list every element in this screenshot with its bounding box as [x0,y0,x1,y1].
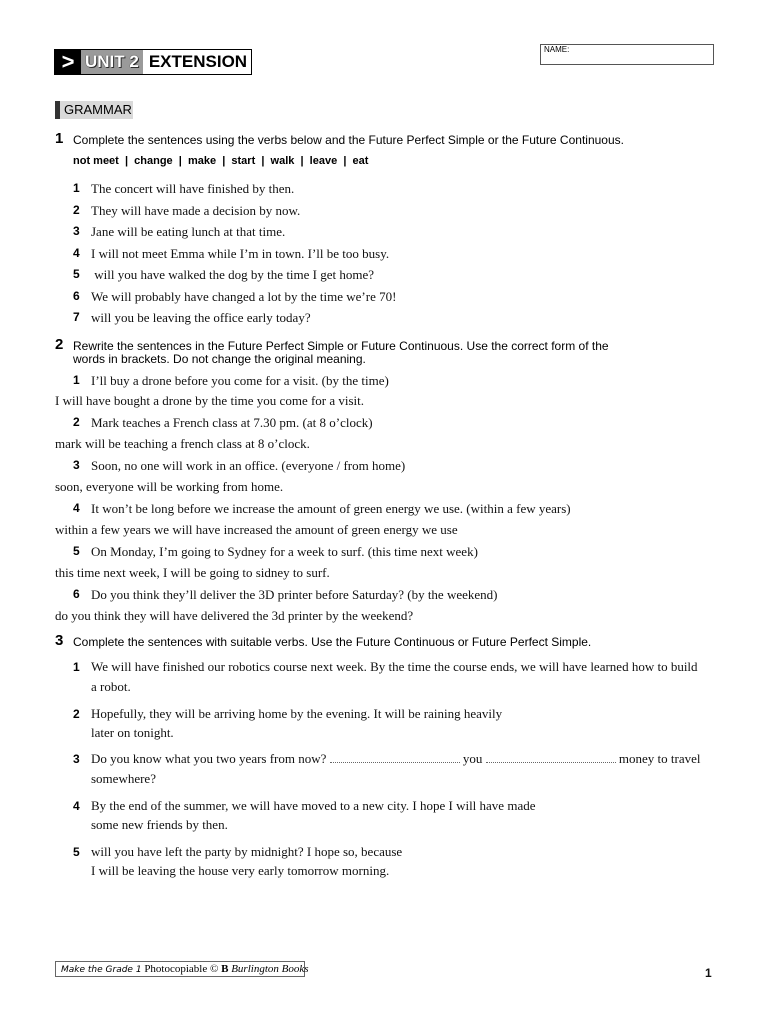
item-number: 4 [73,799,80,813]
exercise-2-instruction-line-1: Rewrite the sentences in the Future Perfect Simple or Future Continuous. Use the correct form of the [73,339,609,353]
item-text[interactable]: will you be leaving the office early today? [91,310,311,325]
item-text-line-2[interactable]: I will be leaving the house very early tomorrow morning. [91,863,390,878]
answer-blank[interactable] [486,752,616,763]
exercise-1-number: 1 [55,130,64,147]
section-heading-grammar: GRAMMAR [55,101,133,119]
item-text: Mark teaches a French class at 7.30 pm. (at 8 o’clock) [91,415,373,430]
item-number: 4 [73,501,80,515]
exercise-3-number: 3 [55,632,64,649]
answer-text[interactable]: within a few years we will have increased the amount of green energy we use [55,522,458,537]
item-text[interactable]: I will not meet Emma while I’m in town. I’ll be too busy. [91,246,390,261]
unit-title-box [54,49,252,75]
item-text-line-1[interactable]: Hopefully, they will be arriving home by the evening. It will be raining heavily [91,706,503,721]
item-number: 5 [73,544,80,558]
item-number: 6 [73,289,80,303]
name-label: NAME: [544,45,570,54]
photocopiable-label: Photocopiable © [144,963,219,975]
item-number: 5 [73,267,80,281]
answer-text[interactable]: this time next week, I will be going to sidney to surf. [55,565,330,580]
item-number: 1 [73,660,80,674]
item-text: On Monday, I’m going to Sydney for a week to surf. (this time next week) [91,544,478,559]
item-text-part-b: you [462,751,483,766]
item-text-line-1[interactable]: We will have finished our robotics course next week. By the time the course ends, we will have learned how to build [91,659,698,674]
item-text-line-1[interactable]: will you have left the party by midnight? I hope so, because [91,844,403,859]
item-text[interactable]: will you have walked the dog by the time I get home? [91,267,375,282]
item-number: 7 [73,310,80,324]
item-number: 2 [73,707,80,721]
publisher-name: Burlington Books [231,963,309,975]
item-text-line-1[interactable]: By the end of the summer, we will have moved to a new city. I hope I will have made [91,798,536,813]
name-field[interactable] [540,44,714,65]
item-number: 3 [73,458,80,472]
exercise-1-instruction: Complete the sentences using the verbs below and the Future Perfect Simple or the Future Continuous. [73,133,624,147]
answer-text[interactable]: soon, everyone will be working from home. [55,479,284,494]
item-text-line-1 [91,749,711,768]
item-text[interactable]: They will have made a decision by now. [91,203,301,218]
item-number: 3 [73,224,80,238]
answer-text[interactable]: mark will be teaching a french class at 8 o’clock. [55,436,310,451]
answer-blank[interactable] [330,752,460,763]
item-text: It won’t be long before we increase the amount of green energy we use. (within a few years) [91,501,571,516]
item-number: 6 [73,587,80,601]
item-text-line-2[interactable]: a robot. [91,679,131,694]
item-text[interactable]: The concert will have finished by then. [91,181,295,196]
item-number: 2 [73,203,80,217]
item-text: I’ll buy a drone before you come for a visit. (by the time) [91,373,389,388]
footer-credit [55,961,309,977]
item-number: 3 [73,752,80,766]
unit-number: UNIT 2 [81,50,143,74]
item-number: 2 [73,415,80,429]
item-text-part-a: Do you know what you two years from now? [91,751,327,766]
exercise-3-instruction: Complete the sentences with suitable verbs. Use the Future Continuous or Future Perfect Simple. [73,635,592,649]
page-number: 1 [705,966,712,980]
item-text: Do you think they’ll deliver the 3D printer before Saturday? (by the weekend) [91,587,498,602]
item-text-part-c: money to travel [618,751,701,766]
item-text[interactable]: We will probably have changed a lot by the time we’re 70! [91,289,397,304]
item-number: 1 [73,373,80,387]
item-number: 5 [73,845,80,859]
answer-text[interactable]: do you think they will have delivered the 3d printer by the weekend? [55,608,414,623]
item-text: Soon, no one will work in an office. (everyone / from home) [91,458,406,473]
word-bank: not meet | change | make | start | walk | leave | eat [73,155,369,167]
item-number: 4 [73,246,80,260]
publisher-logo-icon: B [221,963,229,975]
exercise-2-instruction-line-2: words in brackets. Do not change the original meaning. [73,352,366,366]
unit-extension-label: EXTENSION [148,52,248,71]
item-number: 1 [73,181,80,195]
item-text-line-2: somewhere? [91,771,156,786]
item-text-line-2[interactable]: some new friends by then. [91,817,228,832]
item-text[interactable]: Jane will be eating lunch at that time. [91,224,286,239]
series-name: Make the Grade 1 [61,965,142,975]
answer-text[interactable]: I will have bought a drone by the time you come for a visit. [55,393,365,408]
exercise-2-number: 2 [55,336,64,353]
arrow-icon: > [55,50,81,74]
item-text-line-2[interactable]: later on tonight. [91,725,174,740]
